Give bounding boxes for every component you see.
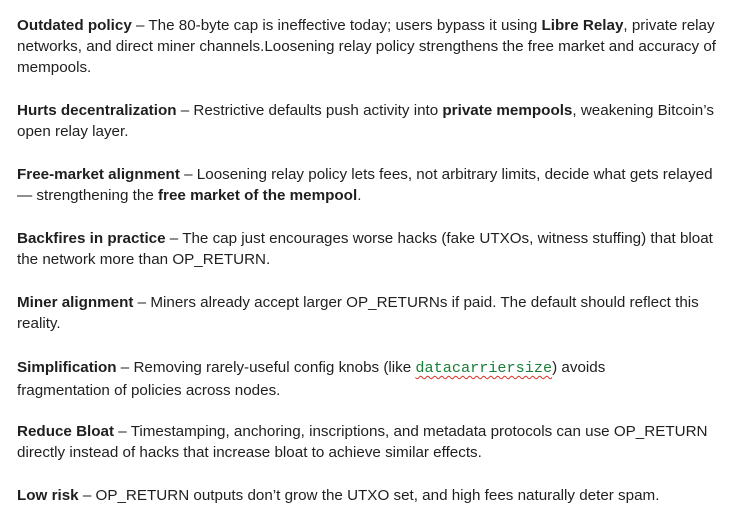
- point-outdated-policy: [17, 15, 729, 78]
- point-text: Removing rarely-useful config knobs (like: [133, 359, 416, 376]
- point-term: Miner alignment: [17, 294, 134, 311]
- point-separator: –: [78, 487, 96, 504]
- point-separator: –: [165, 230, 183, 247]
- point-term: Simplification: [17, 359, 117, 376]
- point-separator: –: [176, 102, 194, 119]
- point-text: Loosening relay policy lets fees, not arbitrary limits, decide what gets relayed — strengthening the: [17, 166, 713, 204]
- inline-code-datacarriersize[interactable]: datacarriersize: [415, 359, 553, 377]
- point-text: OP_RETURN outputs don’t grow the UTXO set, and high fees naturally deter spam.: [95, 487, 660, 504]
- point-free-market-alignment: [17, 164, 729, 206]
- point-line: [17, 359, 605, 376]
- point-backfires-in-practice: [17, 228, 729, 270]
- point-term: Reduce Bloat: [17, 423, 115, 440]
- point-separator: –: [131, 17, 149, 34]
- point-separator: –: [179, 166, 197, 183]
- point-text: , weakening Bitcoin’s open relay layer.: [17, 102, 714, 140]
- point-text: .: [357, 187, 362, 204]
- point-text: The cap just encourages worse hacks (fake UTXOs, witness stuffing) that bloat the network more than OP_RETURN.: [17, 230, 713, 268]
- point-text: Miners already accept larger OP_RETURNs if paid. The default should reflect this reality.: [17, 294, 699, 332]
- point-text: Timestamping, anchoring, inscriptions, and metadata protocols can use OP_RETURN directly instead of hacks that increase bloat to achieve similar effects.: [17, 423, 708, 461]
- point-text: , private relay networks, and direct miner channels.Loosening relay policy strengthens the free market and accuracy of mempools.: [17, 17, 716, 76]
- point-separator: –: [116, 359, 134, 376]
- point-bold: Libre Relay: [541, 17, 624, 34]
- point-hurts-decentralization: [17, 100, 729, 142]
- point-miner-alignment: [17, 292, 729, 334]
- point-term: Free-market alignment: [17, 166, 180, 183]
- point-text: The 80-byte cap is ineffective today; users bypass it using: [148, 17, 542, 34]
- point-text: Restrictive defaults push activity into: [193, 102, 443, 119]
- point-bold: free market of the mempool: [158, 187, 358, 204]
- point-text: fragmentation of policies across nodes.: [17, 382, 281, 399]
- point-separator: –: [114, 423, 131, 440]
- point-simplification: [17, 356, 729, 401]
- point-bold: private mempools: [442, 102, 573, 119]
- point-term: Hurts decentralization: [17, 102, 177, 119]
- document-body: [17, 15, 729, 528]
- point-text: ) avoids: [552, 359, 606, 376]
- point-reduce-bloat: [17, 421, 729, 463]
- point-separator: –: [133, 294, 151, 311]
- point-term: Outdated policy: [17, 17, 132, 34]
- point-low-risk: [17, 485, 729, 506]
- point-term: Low risk: [17, 487, 79, 504]
- point-term: Backfires in practice: [17, 230, 166, 247]
